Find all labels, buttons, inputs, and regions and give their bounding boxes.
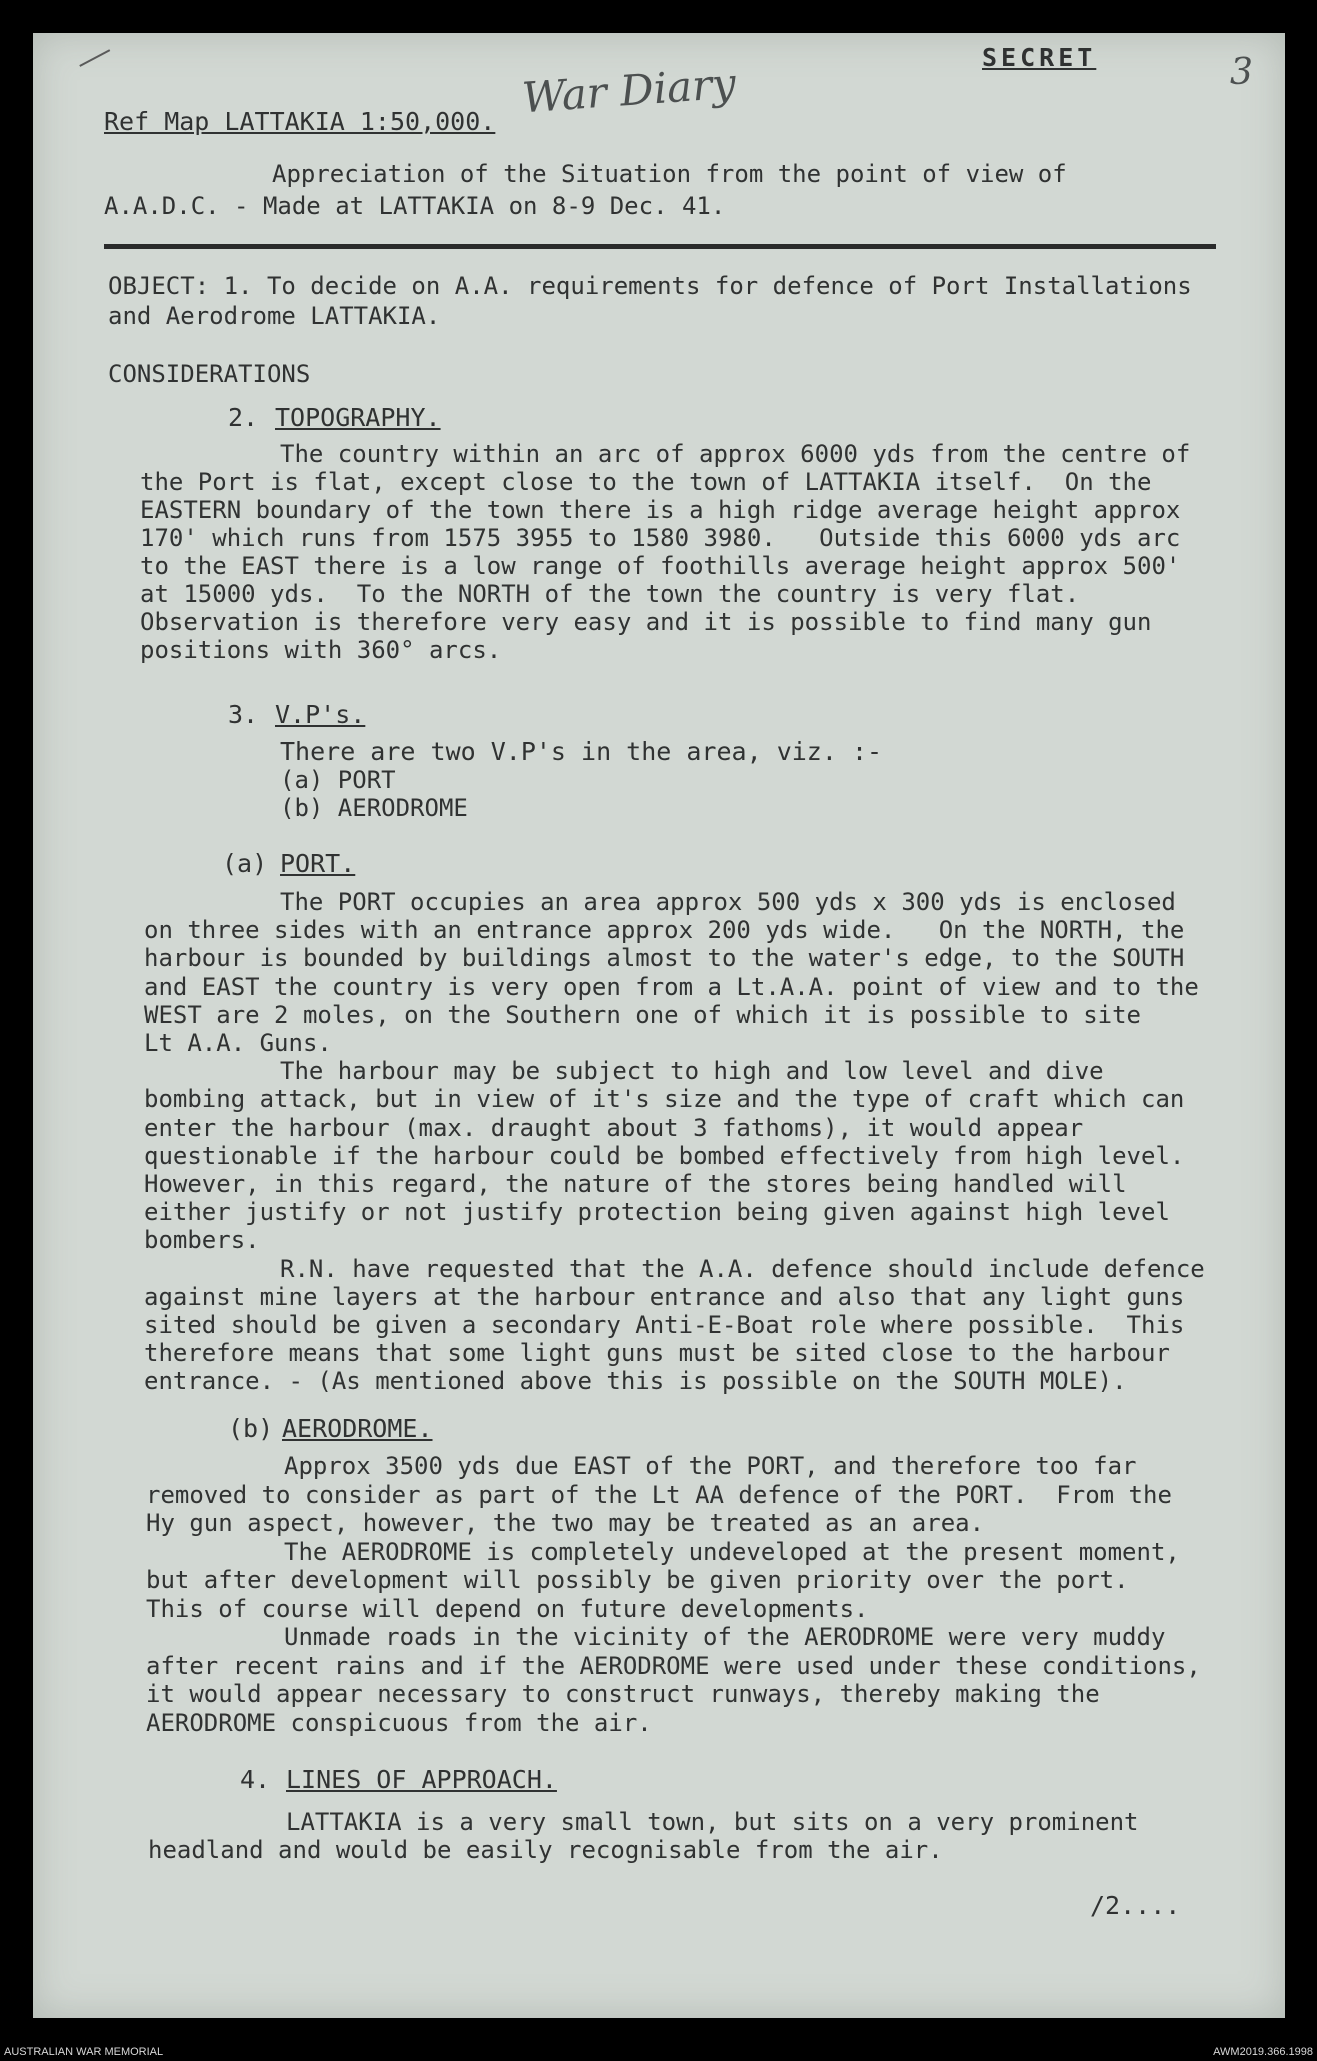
- text-line: harbour is bounded by buildings almost to the water's edge, to the SOUTH: [144, 944, 1185, 973]
- secret-mark: SECRET: [982, 43, 1097, 72]
- subsection-b-label: (b): [228, 1414, 274, 1443]
- page-number: 3: [1230, 52, 1253, 93]
- text-line: sited should be given a secondary Anti-E-Boat role where possible. This: [144, 1311, 1185, 1339]
- text-line: Hy gun aspect, however, the two may be treated as an area.: [146, 1509, 985, 1537]
- handwritten-war-diary: War Diary: [520, 58, 738, 123]
- text-line: (a) PORT: [280, 766, 396, 794]
- considerations-heading: CONSIDERATIONS: [108, 360, 311, 388]
- text-line: headland and would be easily recognisable from the air.: [148, 1836, 943, 1864]
- footer-right: AWM2019.366.1998: [1213, 2046, 1313, 2058]
- text-line: it would appear necessary to construct runways, thereby making the: [146, 1680, 1100, 1708]
- section-4-heading: LINES OF APPROACH.: [286, 1765, 557, 1794]
- text-line: the Port is flat, except close to the town of LATTAKIA itself. On the: [140, 468, 1152, 496]
- text-line: EASTERN boundary of the town there is a high ridge average height approx: [140, 496, 1181, 524]
- text-line: Unmade roads in the vicinity of the AERODROME were very muddy: [284, 1623, 1166, 1651]
- subsection-a-label: (a): [222, 849, 268, 878]
- section-3-heading: V.P's.: [275, 700, 366, 729]
- text-line: questionable if the harbour could be bombed effectively from high level.: [144, 1141, 1185, 1170]
- text-line: after recent rains and if the AERODROME were used under these conditions,: [146, 1651, 1201, 1680]
- section-3-number: 3.: [228, 700, 259, 729]
- text-line: bombers.: [144, 1226, 260, 1255]
- text-line: bombing attack, but in view of it's size and the type of craft which can: [144, 1085, 1185, 1114]
- text-line: removed to consider as part of the Lt AA defence of the PORT. From the: [146, 1480, 1172, 1509]
- section-2-heading: TOPOGRAPHY.: [275, 403, 441, 432]
- text-line: enter the harbour (max. draught about 3 fathoms), it would appear: [144, 1113, 1084, 1142]
- text-line: either justify or not justify protection being given against high level: [144, 1198, 1170, 1227]
- text-line: This of course will depend on future developments.: [146, 1594, 869, 1623]
- text-line: Approx 3500 yds due EAST of the PORT, and therefore too far: [284, 1452, 1137, 1480]
- text-line: Observation is therefore very easy and it is possible to find many gun: [140, 608, 1152, 636]
- text-line: R.N. have requested that the A.A. defence should include defence: [280, 1254, 1205, 1283]
- text-line: therefore means that some light guns must be sited close to the harbour: [144, 1339, 1170, 1368]
- text-line: positions with 360° arcs.: [140, 636, 502, 664]
- text-line: entrance. - (As mentioned above this is possible on the SOUTH MOLE).: [144, 1367, 1127, 1396]
- footer-left: AUSTRALIAN WAR MEMORIAL: [4, 2046, 164, 2058]
- text-line: The PORT occupies an area approx 500 yds x 300 yds is enclosed: [280, 888, 1176, 916]
- text-line: However, in this regard, the nature of the stores being handled will: [144, 1170, 1127, 1198]
- ref-map: Ref Map LATTAKIA 1:50,000.: [104, 107, 496, 136]
- text-line: against mine layers at the harbour entrance and also that any light guns: [144, 1282, 1185, 1311]
- text-line: to the EAST there is a low range of foothills average height approx 500': [140, 552, 1181, 580]
- title-line-2: A.A.D.C. - Made at LATTAKIA on 8-9 Dec. 41.: [104, 192, 726, 220]
- text-line: Lt A.A. Guns.: [144, 1029, 332, 1057]
- text-line: The country within an arc of approx 6000 yds from the centre of: [280, 440, 1191, 468]
- text-line: at 15000 yds. To the NORTH of the town the country is very flat.: [140, 580, 1080, 608]
- subsection-a-heading: PORT.: [280, 849, 356, 878]
- continuation-mark: /2....: [1090, 1891, 1181, 1920]
- text-line: The harbour may be subject to high and low level and dive: [280, 1057, 1104, 1086]
- text-line: WEST are 2 moles, on the Southern one of which it is possible to site: [144, 1000, 1141, 1029]
- text-line: but after development will possibly be given priority over the port.: [146, 1566, 1129, 1594]
- title-line-1: Appreciation of the Situation from the point of view of: [272, 160, 1067, 188]
- text-line: on three sides with an entrance approx 200 yds wide. On the NORTH, the: [144, 916, 1185, 945]
- section-3-intro: There are two V.P's in the area, viz. :-: [280, 737, 883, 766]
- text-line: 170' which runs from 1575 3955 to 1580 3980. Outside this 6000 yds arc: [140, 524, 1181, 552]
- text-line: (b) AERODROME: [280, 794, 468, 822]
- section-2-number: 2.: [228, 403, 259, 432]
- text-line: AERODROME conspicuous from the air.: [146, 1708, 652, 1737]
- text-line: and Aerodrome LATTAKIA.: [108, 302, 441, 330]
- text-line: The AERODROME is completely undeveloped at the present moment,: [284, 1537, 1180, 1566]
- divider-rule: [104, 244, 1216, 249]
- text-line: LATTAKIA is a very small town, but sits on a very prominent: [286, 1808, 1139, 1836]
- text-line: and EAST the country is very open from a Lt.A.A. point of view and to the: [144, 972, 1199, 1001]
- subsection-b-heading: AERODROME.: [282, 1414, 433, 1443]
- text-line: OBJECT: 1. To decide on A.A. requirements for defence of Port Installations: [108, 272, 1192, 300]
- section-4-number: 4.: [240, 1765, 271, 1794]
